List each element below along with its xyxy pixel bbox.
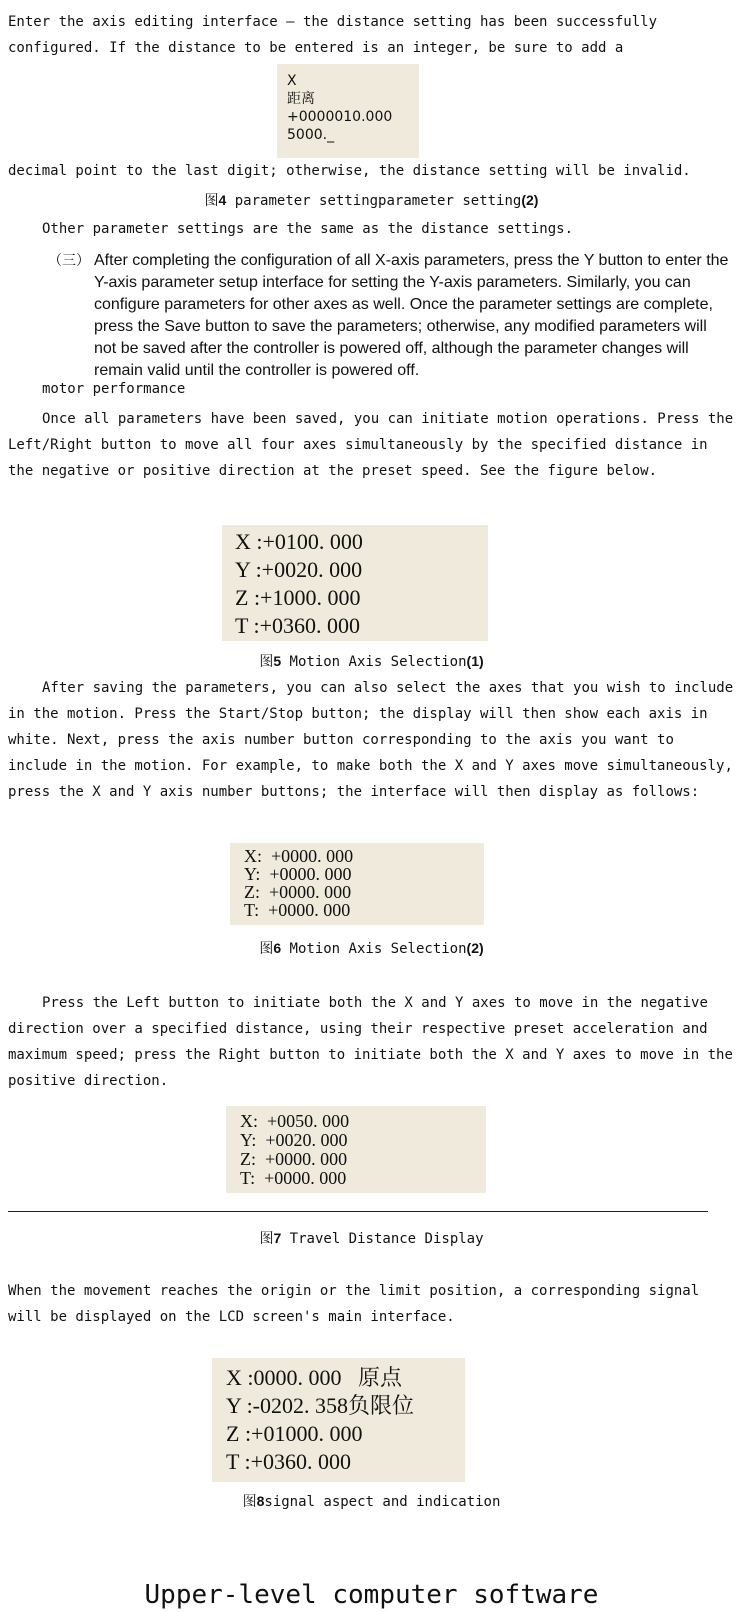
lcd-line: X :0000. 000 原点	[226, 1365, 403, 1390]
decimal-note-paragraph: decimal point to the last digit; otherwise, the distance setting will be invalid.	[8, 163, 691, 179]
lcd-line: Y :-0202. 358负限位	[226, 1393, 415, 1418]
lcd-line: X	[287, 73, 297, 89]
motion-paragraph: Once all parameters have been saved, you can initiate motion operations. Press the Left/Right button to move all four axes simultaneously by the specified distance in the negative or positive direction at the preset speed. See the figure below.	[8, 411, 742, 479]
lcd-line: Y :+0020. 000	[235, 557, 363, 582]
list-marker: （三）	[48, 253, 90, 269]
lcd-distance-entry	[277, 64, 419, 158]
figure-6-caption: 图6 Motion Axis Selection(2)	[259, 940, 484, 957]
intro-paragraph: Enter the axis editing interface – the distance setting has been successfully configured. If the distance to be entered is an integer, be sure to add a	[8, 14, 666, 56]
section-label-motor-performance: motor performance	[42, 381, 186, 397]
figure-4-caption: 图4 parameter settingparameter setting(2)	[204, 192, 539, 209]
lcd-signal-display	[212, 1358, 465, 1482]
figure-8-caption: 图8signal aspect and indication	[242, 1493, 501, 1510]
lcd-line: T :+0360. 000	[235, 613, 361, 638]
signal-paragraph: When the movement reaches the origin or the limit position, a corresponding signal will be displayed on the LCD screen's main interface.	[8, 1283, 708, 1325]
figure-5-caption: 图5 Motion Axis Selection(1)	[259, 653, 484, 670]
lcd-line: Z: +0000. 000	[244, 882, 352, 902]
lcd-line: T: +0000. 000	[244, 900, 351, 920]
left-right-paragraph: Press the Left button to initiate both the X and Y axes to move in the negative direction over a specified distance, using their respective preset acceleration and maximum speed; press the Right button to initiate both the X and Y axes to move in the positive direction.	[8, 995, 742, 1089]
lcd-line: +0000010.000	[287, 109, 393, 125]
lcd-line: X: +0000. 000	[244, 846, 354, 866]
lcd-line: Y: +0020. 000	[240, 1130, 348, 1150]
horizontal-divider	[8, 1211, 708, 1212]
list-item-three	[42, 250, 732, 382]
lcd-line: Y: +0000. 000	[244, 864, 352, 884]
lcd-four-axis-display	[222, 525, 488, 641]
lcd-line: Z :+01000. 000	[226, 1421, 363, 1446]
figure-7-caption: 图7 Travel Distance Display	[259, 1230, 484, 1247]
lcd-line: Z :+1000. 000	[235, 585, 361, 610]
list-item-text: After completing the configuration of all X-axis parameters, press the Y button to enter the Y-axis parameter setup interface for setting the Y-axis parameters. Similarly, you can configure parameters for other axes as well. Once the parameter settings are complete, press the Save button to save the parameters; otherwise, any modified parameters will not be saved after the controller is powered off, although the parameter changes will remain valid until the controller is powered off.	[94, 252, 729, 379]
lcd-line: Z: +0000. 000	[240, 1149, 348, 1169]
axis-selection-paragraph: After saving the parameters, you can also select the axes that you wish to include in the motion. Press the Start/Stop button; the display will then show each axis in white. Next, press the axis number button corresponding to the axis you want to include in the motion. For example, to make both the X and Y axes move simultaneously, press the X and Y axis number buttons; the interface will then display as follows:	[8, 680, 742, 800]
lcd-line: X :+0100. 000	[235, 529, 363, 554]
lcd-line: T: +0000. 000	[240, 1168, 347, 1188]
lcd-line: 5000._	[287, 127, 335, 143]
lcd-line: T :+0360. 000	[226, 1449, 352, 1474]
lcd-line: 距离	[287, 91, 315, 107]
section-heading: Upper-level computer software	[144, 1580, 599, 1610]
lcd-travel-distance	[226, 1106, 486, 1193]
other-settings-paragraph: Other parameter settings are the same as the distance settings.	[42, 221, 574, 237]
lcd-line: X: +0050. 000	[240, 1111, 350, 1131]
lcd-axis-selection	[230, 843, 484, 925]
